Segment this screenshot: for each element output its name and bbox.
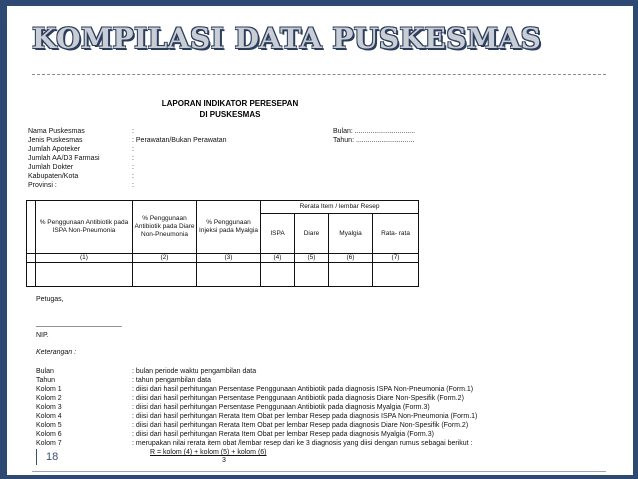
note-label: Kolom 6: [36, 431, 62, 438]
note-text: : diisi dari hasil perhitungan Rerata Item Obat per lembar Resep pada diagnosis Myalgia (Form.3): [132, 431, 434, 438]
slide-frame-top: [0, 0, 638, 6]
table-cell-empty: [36, 263, 133, 287]
field-label: Provinsi :: [28, 182, 57, 189]
table-cell-empty: [197, 263, 261, 287]
field-value: :: [132, 128, 134, 135]
formula: R = kolom (4) + kolom (5) + kolom (6): [150, 449, 267, 456]
field-label: Jumlah Dokter: [28, 164, 74, 171]
field-label: Nama Puskesmas: [28, 128, 85, 135]
signature-line: ______________________: [36, 320, 122, 327]
column-number: (2): [133, 254, 197, 263]
note-text: : diisi dari hasil perhitungan Rerata Item Obat per lembar Resep pada diagnosis Diare Non-Spesifik (Form.2): [132, 422, 469, 429]
note-label: Kolom 1: [36, 386, 62, 393]
note-label: Kolom 3: [36, 404, 62, 411]
slide-title: KOMPILASI DATA PUSKESMAS: [32, 22, 542, 55]
report-title: [130, 98, 330, 120]
header-rata-rata: Rata- rata: [373, 214, 419, 254]
bulan-field: Bulan: ...............................: [333, 128, 416, 135]
table-cell-empty: [373, 263, 419, 287]
formula-divisor: 3: [222, 457, 226, 464]
note-text: : merupakan nilai rerata item obat /lembar resep dari ke 3 diagnosis yang diisi dengan rumus sebagai berikut :: [132, 440, 473, 447]
column-number: (5): [295, 254, 329, 263]
field-value: : Perawatan/Bukan Perawatan: [132, 137, 227, 144]
field-label: Jumlah Apoteker: [28, 146, 81, 153]
note-text: : tahun pengambilan data: [132, 377, 212, 384]
note-text: : diisi dari hasil perhitungan Persentase Penggunaan Antibiotik pada diagnosis ISPA Non-Pneumonia (Form.1): [132, 386, 474, 393]
indicator-table: [26, 200, 419, 287]
column-number: (7): [373, 254, 419, 263]
header-antibiotik-ispa: % Penggunaan Antibiotik pada ISPA Non-Pneumonia: [36, 201, 133, 254]
header-antibiotik-diare: % Penggunaan Antibiotik pada Diare Non-Pneumonia: [133, 201, 197, 254]
field-value: :: [132, 173, 134, 180]
note-label: Bulan: [36, 368, 54, 375]
table-cell-empty: [261, 263, 295, 287]
header-ispa: ISPA: [261, 214, 295, 254]
field-value: :: [132, 182, 134, 189]
note-text: : diisi dari hasil perhitungan Persentase Penggunaan Antibiotik pada diagnosis Diare Non-Spesifik (Form.2): [132, 395, 464, 402]
petugas-label: Petugas,: [36, 296, 64, 303]
column-number: (3): [197, 254, 261, 263]
page-number-bar: [36, 449, 37, 465]
report-title-line2: DI PUSKESMAS: [199, 110, 261, 119]
table-cell-empty: [295, 263, 329, 287]
field-label: Jumlah AA/D3 Farmasi: [28, 155, 100, 162]
header-diare: Diare: [295, 214, 329, 254]
page-number: 18: [46, 451, 59, 463]
header-myalgia: Myalgia: [329, 214, 373, 254]
field-value: :: [132, 155, 134, 162]
report-title-line1: LAPORAN INDIKATOR PERESEPAN: [161, 99, 299, 108]
note-label: Kolom 2: [36, 395, 62, 402]
field-value: :: [132, 146, 134, 153]
column-number: (4): [261, 254, 295, 263]
note-label: Kolom 4: [36, 413, 62, 420]
note-text: : bulan periode waktu pengambilan data: [132, 368, 257, 375]
nip-label: NIP.: [36, 332, 49, 339]
header-rerata-group: Rerata Item / lembar Resep: [261, 201, 419, 214]
table-cell-blank: [27, 254, 36, 263]
field-value: :: [132, 164, 134, 171]
footer-rule: [32, 471, 606, 472]
table-cell-empty: [329, 263, 373, 287]
note-label: Kolom 7: [36, 440, 62, 447]
field-label: Kabupaten/Kota: [28, 173, 79, 180]
note-label: Tahun: [36, 377, 56, 384]
table-cell-empty: [27, 263, 36, 287]
field-label: Jenis Puskesmas: [28, 137, 83, 144]
table-cell-blank: [27, 201, 36, 254]
tahun-field: Tahun: ..............................: [333, 137, 415, 144]
slide-frame-bottom: [0, 475, 638, 479]
note-label: Kolom 5: [36, 422, 62, 429]
note-text: : diisi dari hasil perhitungan Rerata Item Obat per lembar Resep pada diagnosis ISPA Non-Pneumonia (Form.1): [132, 413, 478, 420]
column-number: (6): [329, 254, 373, 263]
header-injeksi-myalgia: % Penggunaan Injeksi pada Myalgia: [197, 201, 261, 254]
title-separator: [32, 74, 606, 75]
note-text: : diisi dari hasil perhitungan Persentase Penggunaan Antibiotik pada diagnosis Myalgia (Form.3): [132, 404, 430, 411]
slide-frame-left: [0, 0, 7, 479]
table-cell-empty: [133, 263, 197, 287]
column-number: (1): [36, 254, 133, 263]
slide-frame-right: [633, 0, 638, 479]
keterangan-label: Keterangan :: [36, 349, 77, 356]
